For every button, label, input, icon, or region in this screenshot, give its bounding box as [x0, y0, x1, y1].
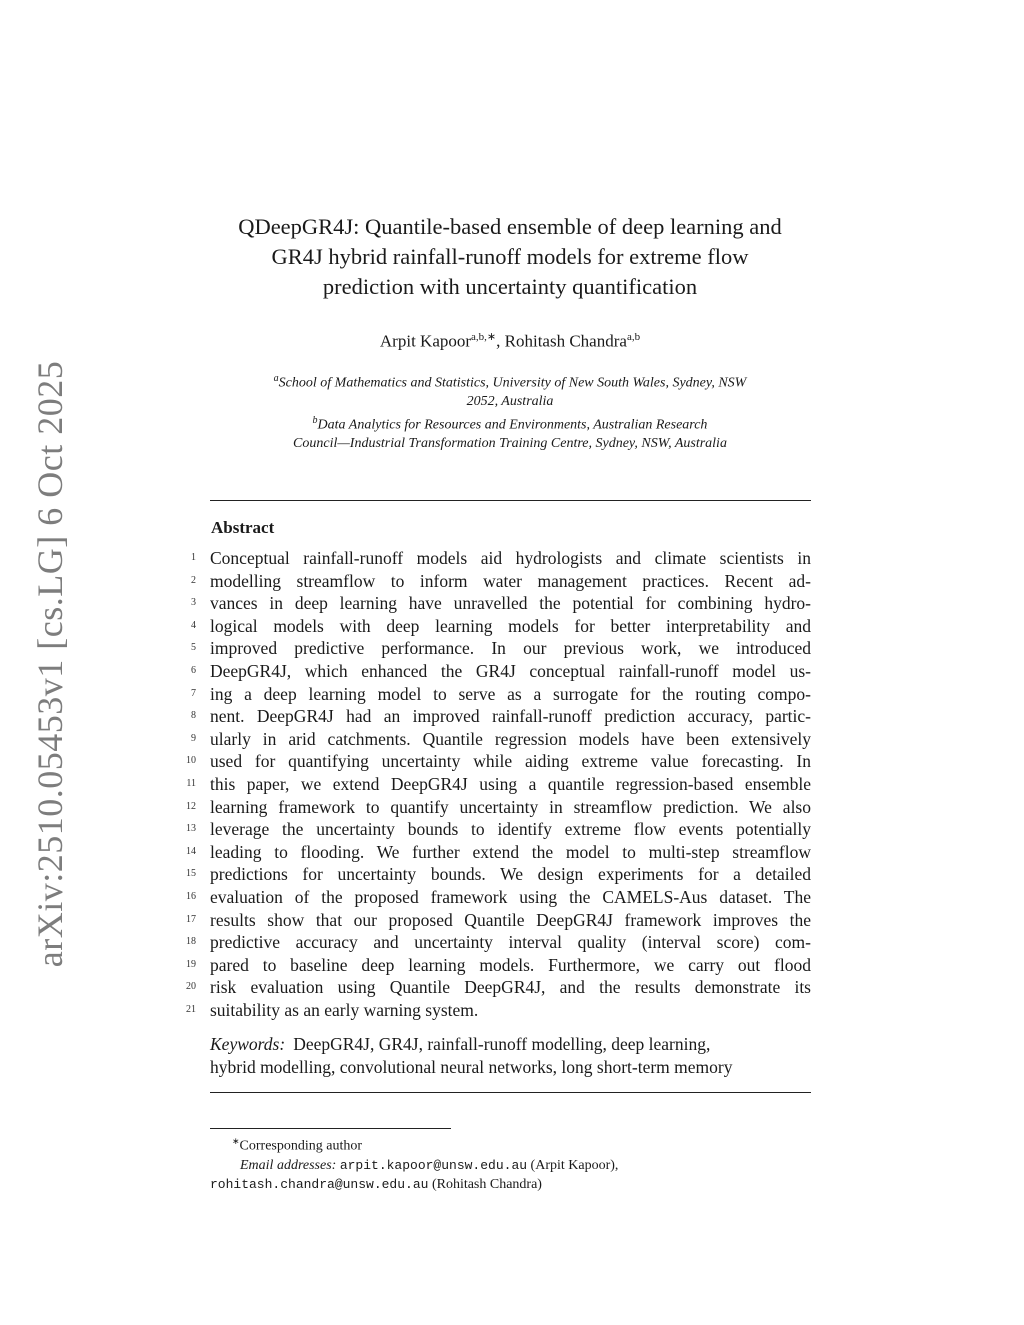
email-owner-1: (Arpit Kapoor),	[530, 1157, 619, 1173]
affiliation-text: 2052, Australia	[466, 394, 554, 410]
footnote-emails-cont	[210, 1175, 811, 1194]
abstract-line: leverage the uncertainty bounds to identify extreme flow events potentially	[210, 819, 811, 840]
affiliation-line	[210, 412, 810, 435]
line-number: 2	[191, 574, 196, 586]
line-number: 16	[186, 891, 196, 902]
line-number: 14	[186, 845, 196, 857]
paper-title-line: GR4J hybrid rainfall-runoff models for extreme flow	[271, 244, 749, 269]
line-number: 8	[191, 710, 196, 722]
abstract-line: ularly in arid catchments. Quantile regression models have been extensively	[210, 728, 811, 749]
affiliation-text: Data Analytics for Resources and Environments, Australian Research	[317, 417, 708, 433]
abstract-top-rule	[210, 500, 811, 501]
abstract-line: predictions for uncertainty bounds. We design experiments for a detailed	[210, 864, 811, 885]
paper-title-line: QDeepGR4J: Quantile-based ensemble of deep learning and	[238, 214, 782, 239]
email-owner-2: (Rohitash Chandra)	[431, 1176, 542, 1192]
email-link-1[interactable]: arpit.kapoor@unsw.edu.au	[339, 1157, 528, 1173]
line-number: 19	[186, 958, 196, 970]
email-link-2[interactable]: rohitash.chandra@unsw.edu.au	[210, 1176, 429, 1192]
footnote-corresponding-text: Corresponding author	[239, 1138, 363, 1154]
abstract-line: this paper, we extend DeepGR4J using a quantile regression-based ensemble	[210, 774, 811, 794]
affiliation-mark: b	[312, 414, 318, 426]
footnote-emails	[210, 1156, 811, 1175]
author-affiliation-mark: a,b,∗	[471, 331, 497, 343]
keywords-line	[210, 1033, 811, 1056]
abstract-line: modelling streamflow to inform water management practices. Recent ad-	[210, 570, 811, 591]
author-name: Arpit Kapoor	[379, 331, 472, 351]
affiliation-line	[210, 370, 810, 393]
author-affiliation-mark: a,b	[626, 331, 641, 343]
paper-title	[195, 212, 825, 302]
keywords-text: DeepGR4J, GR4J, rainfall-runoff modelling, deep learning,	[293, 1034, 711, 1054]
abstract-bottom-rule	[210, 1092, 811, 1093]
paper-title-line: prediction with uncertainty quantification	[322, 274, 698, 299]
author-name: Rohitash Chandra	[504, 331, 627, 351]
abstract-line: learning framework to quantify uncertainty in streamflow prediction. We also	[210, 796, 811, 817]
abstract-line: ing a deep learning model to serve as a surrogate for the routing compo-	[210, 683, 811, 704]
line-number: 4	[191, 619, 196, 631]
line-number: 15	[186, 868, 196, 880]
line-number: 9	[191, 732, 196, 744]
email-label: Email addresses:	[240, 1157, 337, 1173]
affiliation-text: School of Mathematics and Statistics, University of New South Wales, Sydney, NSW	[278, 375, 747, 391]
abstract-line: logical models with deep learning models for better interpretability and	[210, 615, 811, 636]
line-number: 5	[191, 642, 196, 654]
abstract-line: nent. DeepGR4J had an improved rainfall-runoff prediction accuracy, partic-	[210, 706, 811, 727]
abstract-line: results show that our proposed Quantile DeepGR4J framework improves the	[210, 909, 811, 930]
abstract-line: vances in deep learning have unravelled the potential for combining hydro-	[210, 593, 811, 614]
abstract-line: pared to baseline deep learning models. Furthermore, we carry out flood	[210, 954, 811, 975]
author-list	[200, 330, 820, 352]
footnote	[210, 1132, 811, 1194]
line-number: 21	[186, 1004, 196, 1015]
abstract-line: used for quantifying uncertainty while aiding extreme value forecasting. In	[210, 751, 811, 772]
abstract-line: DeepGR4J, which enhanced the GR4J conceptual rainfall-runoff model us-	[210, 661, 811, 681]
line-number: 12	[186, 800, 196, 812]
keywords-line: hybrid modelling, convolutional neural networks, long short-term memory	[210, 1057, 733, 1077]
line-number: 3	[191, 597, 196, 609]
line-number: 11	[186, 778, 196, 789]
footnote-rule	[210, 1128, 451, 1129]
line-number: 17	[186, 913, 196, 925]
keywords	[210, 1033, 811, 1079]
keywords-label: Keywords:	[210, 1034, 286, 1054]
affiliation-text: Council—Industrial Transformation Training Centre, Sydney, NSW, Australia	[293, 435, 727, 451]
line-number: 13	[186, 823, 196, 835]
abstract-line: evaluation of the proposed framework using the CAMELS-Aus dataset. The	[210, 887, 811, 907]
author-separator: ,	[496, 331, 505, 351]
footnote-mark: ∗	[232, 1136, 240, 1146]
abstract-line: predictive accuracy and uncertainty interval quality (interval score) com-	[210, 932, 811, 953]
line-number: 20	[186, 981, 196, 993]
line-number: 7	[191, 687, 196, 699]
abstract-line: risk evaluation using Quantile DeepGR4J, and the results demonstrate its	[210, 977, 811, 998]
line-number: 18	[186, 936, 196, 948]
abstract-line: suitability as an early warning system.	[210, 1000, 479, 1020]
affiliation-mark: a	[273, 373, 279, 384]
affiliations	[210, 370, 810, 453]
affiliation-line	[210, 393, 810, 412]
abstract-line: leading to flooding. We further extend the model to multi-step streamflow	[210, 841, 811, 862]
arxiv-identifier-stamp: arXiv:2510.05453v1 [cs.LG] 6 Oct 2025	[30, 360, 70, 968]
footnote-corresponding	[210, 1132, 811, 1156]
abstract-line: improved predictive performance. In our previous work, we introduced	[210, 638, 811, 659]
affiliation-line	[210, 435, 810, 454]
line-number: 10	[186, 755, 196, 767]
line-number: 6	[191, 665, 196, 676]
abstract-heading: Abstract	[211, 518, 275, 537]
abstract-line: Conceptual rainfall-runoff models aid hydrologists and climate scientists in	[210, 548, 811, 568]
line-number: 1	[191, 552, 196, 563]
